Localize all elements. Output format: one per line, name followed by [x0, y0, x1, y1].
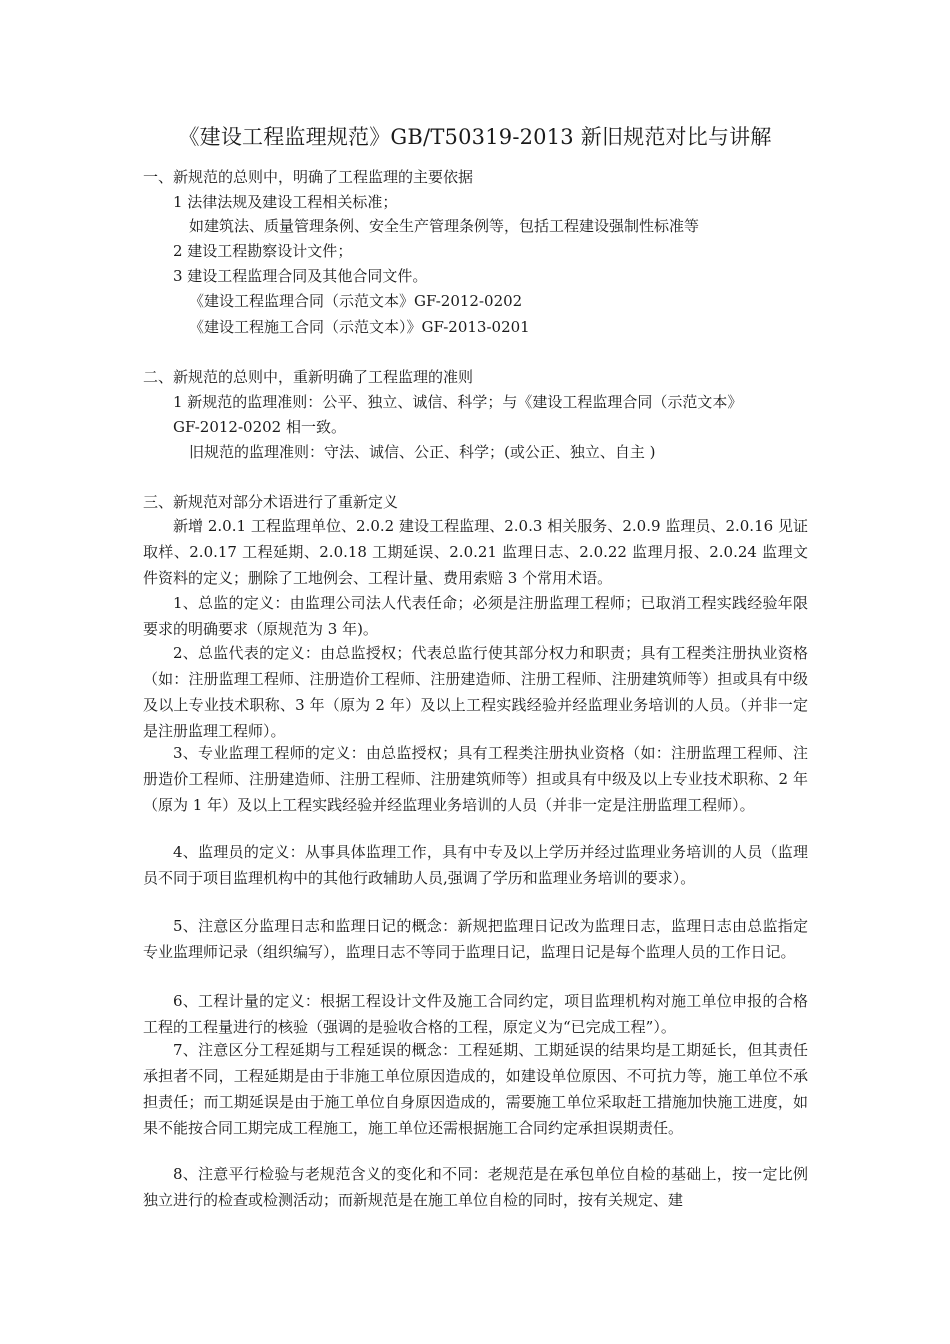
section-2-old-rule: 旧规范的监理准则：守法、诚信、公正、科学；(或公正、独立、自主 )	[189, 443, 656, 461]
section-2-heading: 二、新规范的总则中，重新明确了工程监理的准则	[143, 368, 474, 386]
section-3-intro-paragraph: 新增 2.0.1 工程监理单位、2.0.2 建设工程监理、2.0.3 相关服务、2.0.9 监理员、2.0.16 见证取样、2.0.17 工程延期、2.0.18 工期延误、2.0.21 监理日志、2.0.22 监理月报、2.0.24 监理文件资料的定义；删除了工地例会、工程计量、费用索赔 3 个常用术语。	[143, 517, 808, 587]
section-1-item-2: 2 建设工程勘察设计文件；	[173, 242, 353, 260]
contract-doc-1: 《建设工程监理合同（示范文本》GF-2012-0202	[189, 292, 523, 310]
section-1-heading: 一、新规范的总则中，明确了工程监理的主要依据	[143, 168, 474, 186]
paragraph-4: 4、监理员的定义：从事具体监理工作，具有中专及以上学历并经过监理业务培训的人员（监理员不同于项目监理机构中的其他行政辅助人员,强调了学历和监理业务培训的要求）。	[143, 843, 808, 887]
paragraph-1: 1、总监的定义：由监理公司法人代表任命；必须是注册监理工程师；已取消工程实践经验年限要求的明确要求（原规范为 3 年)。	[143, 594, 808, 638]
section-1-item-1-note: 如建筑法、质量管理条例、安全生产管理条例等，包括工程建设强制性标准等	[189, 217, 700, 235]
paragraph-3: 3、专业监理工程师的定义：由总监授权；具有工程类注册执业资格（如：注册监理工程师、注册造价工程师、注册建造师、注册工程师、注册建筑师等）担或具有中级及以上专业技术职称、2 年（原为 1 年）及以上工程实践经验并经监理业务培训的人员（并非一定是注册监理工程师）。	[143, 744, 808, 814]
section-1-item-1: 1 法律法规及建设工程相关标准；	[173, 193, 398, 211]
paragraph-7: 7、注意区分工程延期与工程延误的概念：工程延期、工期延误的结果均是工期延长，但其责任承担者不同，工程延期是由于非施工单位原因造成的，如建设单位原因、不可抗力等，施工单位不承担责任；而工期延误是由于施工单位自身原因造成的，需要施工单位采取赶工措施加快施工进度，如果不能按合同工期完成工程施工，施工单位还需根据施工合同约定承担误期责任。	[143, 1041, 808, 1137]
contract-doc-2: 《建设工程施工合同（示范文本）》GF-2013-0201	[189, 318, 530, 336]
section-2-item-1-line-2: GF-2012-0202 相一致。	[173, 418, 346, 436]
document-title: 《建设工程监理规范》GB/T50319-2013 新旧规范对比与讲解	[178, 125, 772, 149]
paragraph-6: 6、工程计量的定义：根据工程设计文件及施工合同约定，项目监理机构对施工单位申报的合格工程的工程量进行的核验（强调的是验收合格的工程，原定义为“已完成工程”）。	[143, 992, 808, 1036]
section-3-heading: 三、新规范对部分术语进行了重新定义	[143, 493, 399, 511]
paragraph-8: 8、注意平行检验与老规范含义的变化和不同：老规范是在承包单位自检的基础上，按一定比例独立进行的检查或检测活动；而新规范是在施工单位自检的同时，按有关规定、建	[143, 1165, 808, 1209]
paragraph-5: 5、注意区分监理日志和监理日记的概念：新规把监理日记改为监理日志，监理日志由总监指定专业监理师记录（组织编写），监理日志不等同于监理日记，监理日记是每个监理人员的工作日记。	[143, 917, 808, 961]
section-2-item-1-line-1: 1 新规范的监理准则：公平、独立、诚信、科学；与《建设工程监理合同（示范文本》	[173, 393, 743, 411]
paragraph-2: 2、总监代表的定义：由总监授权；代表总监行使其部分权力和职责；具有工程类注册执业资格（如：注册监理工程师、注册造价工程师、注册建造师、注册工程师、注册建筑师等）担或具有中级及以上专业技术职称、3 年（原为 2 年）及以上工程实践经验并经监理业务培训的人员。（并非一定是注册监理工程师）。	[143, 644, 808, 740]
section-1-item-3: 3 建设工程监理合同及其他合同文件。	[173, 267, 428, 285]
